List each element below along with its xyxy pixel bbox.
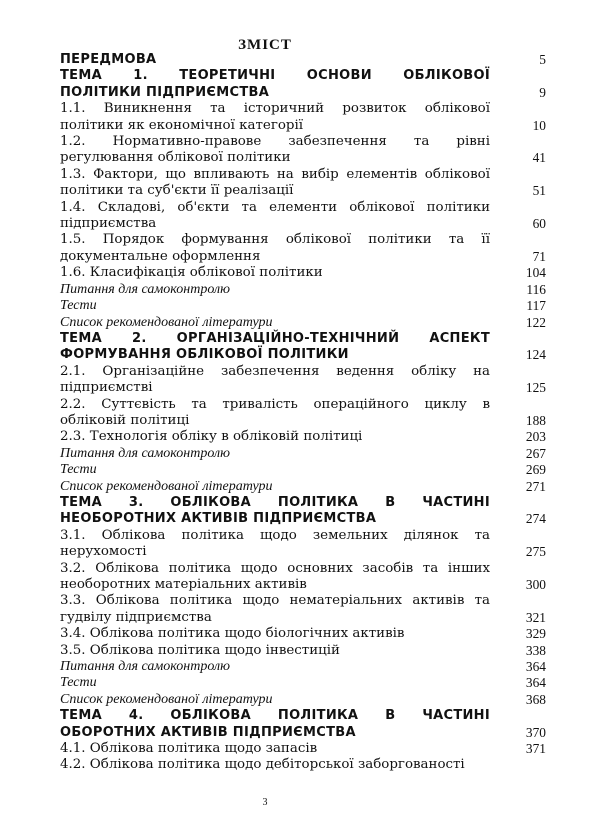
toc-entry-line: Питання для самоконтролю xyxy=(60,445,230,461)
toc-entry-line: ПОЛІТИКИ ПІДПРИЄМСТВА xyxy=(60,84,270,100)
toc-entry-page: 364 xyxy=(525,675,546,691)
toc-entry-title xyxy=(60,134,490,167)
toc-entry-line: ТЕМА 2. ОРГАНІЗАЦІЙНО-ТЕХНІЧНИЙ АСПЕКТ xyxy=(60,330,490,346)
toc-entry-line: нерухомості xyxy=(60,544,147,560)
toc-entry-title xyxy=(60,101,490,134)
toc-entry-line: 1.2. Нормативно-правове забезпечення та рівні xyxy=(60,134,490,150)
toc-entry-page: 267 xyxy=(525,445,546,461)
toc-entry-title xyxy=(60,643,490,659)
toc-entry-line: документальне оформлення xyxy=(60,248,261,264)
toc-entry xyxy=(60,626,546,642)
toc-entry-title xyxy=(60,561,490,594)
toc-entry-page: 321 xyxy=(525,609,546,625)
toc-entry-title xyxy=(60,282,490,298)
toc-entry xyxy=(60,429,546,445)
toc-entry-page: 371 xyxy=(525,741,546,757)
toc-entry xyxy=(60,134,546,167)
toc-entry-title xyxy=(60,200,490,233)
toc-entry-title xyxy=(60,429,490,445)
toc-entry-line: НЕОБОРОТНИХ АКТИВІВ ПІДПРИЄМСТВА xyxy=(60,511,377,527)
toc-entry-title xyxy=(60,298,490,314)
toc-entry-title xyxy=(60,692,490,708)
toc-entry-line: 3.2. Облікова політика щодо основних засобів та інших xyxy=(60,560,490,576)
toc-entry xyxy=(60,397,546,430)
toc-entry-page: 364 xyxy=(525,659,546,675)
toc-entry-page: 124 xyxy=(525,347,546,363)
toc-entry xyxy=(60,643,546,659)
toc-entry-line: обліковій політиці xyxy=(60,412,190,428)
toc-entry-page: 41 xyxy=(532,150,546,166)
toc-entry-page: 9 xyxy=(539,84,546,100)
toc-entry xyxy=(60,708,546,741)
toc-entry xyxy=(60,692,546,708)
toc-entry-line: 2.1. Організаційне забезпечення ведення обліку на xyxy=(60,363,490,379)
toc-entry-line: 2.3. Технологія обліку в обліковій політиці xyxy=(60,429,363,445)
toc-entry-page: 338 xyxy=(525,642,546,658)
toc-entry xyxy=(60,68,546,101)
toc-entry-title xyxy=(60,708,490,741)
toc-entry-title xyxy=(60,446,490,462)
toc-entry-line: 1.6. Класифікація облікової політики xyxy=(60,265,323,281)
toc-entry-line: 3.1. Облікова політика щодо земельних ділянок та xyxy=(60,527,490,543)
toc-entry-title xyxy=(60,528,490,561)
toc-entry-line: ФОРМУВАННЯ ОБЛІКОВОЇ ПОЛІТИКИ xyxy=(60,347,349,363)
toc-entry xyxy=(60,659,546,675)
toc-entry-line: Тести xyxy=(60,675,97,691)
toc-entry-title xyxy=(60,232,490,265)
toc-entry xyxy=(60,282,546,298)
toc-entry-title xyxy=(60,265,490,281)
toc-entry xyxy=(60,675,546,691)
toc-entry-line: Список рекомендованої літератури xyxy=(60,478,273,494)
toc-entry-line: 1.1. Виникнення та історичний розвиток облікової xyxy=(60,101,490,117)
toc-entry-line: ОБОРОТНИХ АКТИВІВ ПІДПРИЄМСТВА xyxy=(60,724,356,740)
toc-entry-line: гудвілу підприємства xyxy=(60,609,212,625)
toc-entry-line: ТЕМА 4. ОБЛІКОВА ПОЛІТИКА В ЧАСТИНІ xyxy=(60,708,490,724)
toc-entry-page: 51 xyxy=(532,183,546,199)
toc-entry-page: 116 xyxy=(526,281,546,297)
toc-entry-page: 274 xyxy=(525,511,546,527)
toc-entry-title xyxy=(60,757,490,773)
toc-entry xyxy=(60,200,546,233)
toc-entry xyxy=(60,741,546,757)
page-title: ЗМІСТ xyxy=(238,37,292,53)
toc-entry-page: 329 xyxy=(525,626,546,642)
toc-entry-title xyxy=(60,593,490,626)
toc-entry-title xyxy=(60,331,490,364)
toc-entry-line: Питання для самоконтролю xyxy=(60,281,230,297)
toc-entry-title xyxy=(60,741,490,757)
toc-entry-line: 3.5. Облікова політика щодо інвестицій xyxy=(60,642,340,658)
toc-entry xyxy=(60,52,546,68)
toc-entry-title xyxy=(60,659,490,675)
toc-entry xyxy=(60,757,546,773)
toc-entry-line: 4.2. Облікова політика щодо дебіторської заборгованості xyxy=(60,757,465,773)
toc-entry-page: 269 xyxy=(525,462,546,478)
toc-entry-line: політики та суб'єкти її реалізації xyxy=(60,183,294,199)
toc-entry-page: 300 xyxy=(525,577,546,592)
toc-entry xyxy=(60,331,546,364)
toc-entry-line: 3.4. Облікова політика щодо біологічних активів xyxy=(60,626,405,642)
toc-entry-line: Тести xyxy=(60,462,97,478)
toc-entry-page: 203 xyxy=(525,429,546,445)
toc-entry-page: 104 xyxy=(525,265,546,281)
toc-entry xyxy=(60,561,546,594)
table-of-contents xyxy=(60,52,546,774)
toc-entry-page: 60 xyxy=(532,216,546,232)
toc-entry-title xyxy=(60,675,490,691)
toc-entry-title xyxy=(60,52,490,68)
toc-entry xyxy=(60,101,546,134)
toc-entry-page: 271 xyxy=(525,478,546,494)
toc-entry xyxy=(60,479,546,495)
page-number: 3 xyxy=(262,797,268,808)
toc-entry-page: 188 xyxy=(525,412,546,428)
toc-entry-line: ТЕМА 3. ОБЛІКОВА ПОЛІТИКА В ЧАСТИНІ xyxy=(60,494,490,510)
toc-entry-line: ПЕРЕДМОВА xyxy=(60,52,157,67)
toc-entry-line: 1.5. Порядок формування облікової політики та її xyxy=(60,232,490,248)
toc-entry xyxy=(60,265,546,281)
toc-entry xyxy=(60,593,546,626)
toc-entry-title xyxy=(60,626,490,642)
toc-entry xyxy=(60,528,546,561)
toc-entry-title xyxy=(60,462,490,478)
toc-entry-line: Список рекомендованої літератури xyxy=(60,691,273,707)
toc-entry-line: Питання для самоконтролю xyxy=(60,659,230,675)
toc-entry-title xyxy=(60,479,490,495)
toc-entry-line: регулювання облікової політики xyxy=(60,150,291,166)
toc-entry-line: 2.2. Суттєвість та тривалість операційного циклу в xyxy=(60,396,490,412)
toc-entry-line: Тести xyxy=(60,298,97,314)
toc-entry-line: Список рекомендованої літератури xyxy=(60,314,273,330)
toc-entry xyxy=(60,495,546,528)
toc-entry-page: 117 xyxy=(526,298,546,314)
toc-entry-page: 368 xyxy=(525,691,546,707)
toc-entry-title xyxy=(60,397,490,430)
toc-entry-line: підприємства xyxy=(60,216,157,232)
toc-entry xyxy=(60,364,546,397)
toc-entry xyxy=(60,462,546,478)
toc-entry-page: 71 xyxy=(532,248,546,264)
toc-entry-line: 1.4. Складові, об'єкти та елементи облікової політики xyxy=(60,199,490,215)
toc-entry-title xyxy=(60,364,490,397)
toc-entry-title xyxy=(60,495,490,528)
toc-entry xyxy=(60,298,546,314)
toc-entry-page: 125 xyxy=(525,380,546,396)
toc-entry xyxy=(60,315,546,331)
toc-entry-line: 1.3. Фактори, що впливають на вибір елементів облікової xyxy=(60,166,490,182)
toc-entry-page: 370 xyxy=(525,724,546,740)
toc-entry-page: 122 xyxy=(525,314,546,330)
toc-entry-page: 5 xyxy=(539,52,546,67)
toc-entry-line: політики як економічної категорії xyxy=(60,117,304,133)
toc-entry-page: 275 xyxy=(525,544,546,560)
toc-entry-title xyxy=(60,315,490,331)
toc-entry xyxy=(60,232,546,265)
toc-entry-line: 3.3. Облікова політика щодо нематеріальних активів та xyxy=(60,593,490,609)
toc-entry-title xyxy=(60,68,490,101)
toc-entry-line: необоротних матеріальних активів xyxy=(60,577,307,592)
toc-entry-line: 4.1. Облікова політика щодо запасів xyxy=(60,741,318,757)
toc-entry xyxy=(60,446,546,462)
toc-entry-line: підприємстві xyxy=(60,380,153,396)
toc-entry-line: ТЕМА 1. ТЕОРЕТИЧНІ ОСНОВИ ОБЛІКОВОЇ xyxy=(60,68,490,84)
toc-entry-title xyxy=(60,167,490,200)
toc-entry-page: 10 xyxy=(532,117,546,133)
toc-entry xyxy=(60,167,546,200)
